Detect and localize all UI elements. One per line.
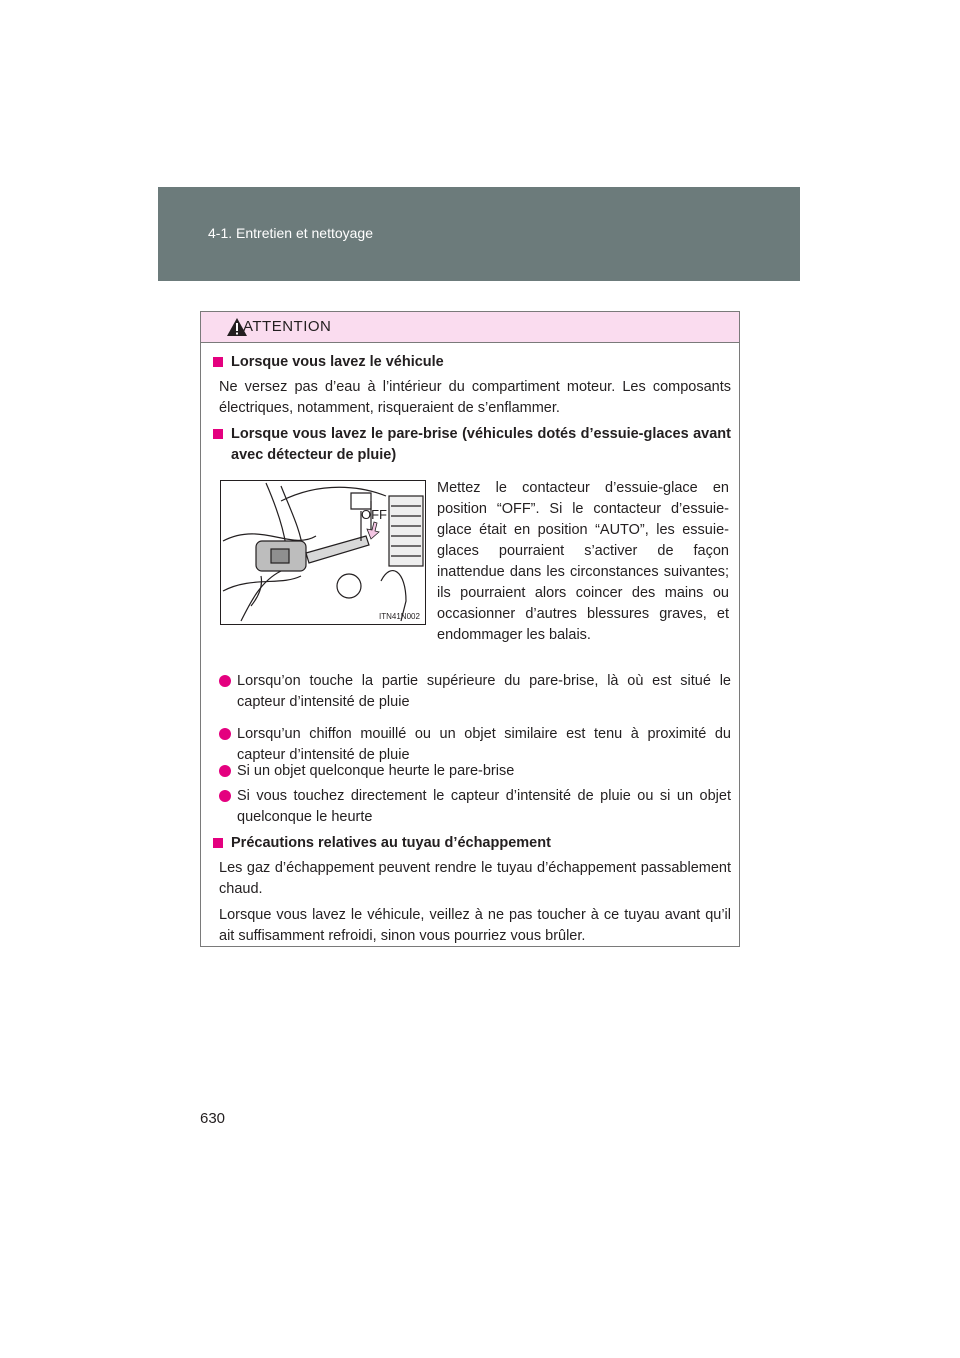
list-item: Lorsqu’un chiffon mouillé ou un objet similaire est tenu à proximité du capteur d’intensité de pluie — [219, 724, 731, 766]
section-text: Ne versez pas d’eau à l’intérieur du compartiment moteur. Les composants électriques, notamment, risqueraient de s’enflammer. — [219, 379, 731, 416]
square-bullet-icon — [213, 429, 223, 439]
section-heading: Lorsque vous lavez le pare-brise (véhicules dotés d’essuie-glaces avant avec détecteur de pluie) — [213, 424, 731, 466]
off-label: OFF — [361, 507, 387, 522]
circle-bullet-icon — [219, 728, 231, 740]
header-band — [158, 187, 800, 281]
section-text: Les gaz d’échappement peuvent rendre le tuyau d’échappement passablement chaud. — [219, 860, 731, 897]
square-bullet-icon — [213, 357, 223, 367]
attention-header — [201, 312, 739, 343]
section-heading: Précautions relatives au tuyau d’échappement — [213, 833, 731, 854]
circle-bullet-icon — [219, 765, 231, 777]
wiper-switch-figure — [220, 480, 426, 625]
circle-bullet-icon — [219, 790, 231, 802]
attention-content — [201, 342, 739, 946]
list-item: Si un objet quelconque heurte le pare-brise — [219, 761, 731, 782]
list-item: Lorsqu’on touche la partie supérieure du pare-brise, là où est situé le capteur d’intensité de pluie — [219, 671, 731, 713]
figure-caption: Mettez le contacteur d’essuie-glace en position “OFF”. Si le contacteur d’essuie-glace était en position “AUTO”, les essuie-glaces pourraient s’activer de façon inattendue dans les circonstances suivantes; ils pourraient alors coincer des mains ou occasionner d’autres blessures graves, et endommager les balais. — [437, 480, 729, 643]
section-text: Lorsque vous lavez le véhicule, veillez à ne pas toucher à ce tuyau avant qu’il ait suffisamment refroidi, sinon vous pourriez vous brûler. — [219, 907, 731, 944]
section-heading: Lorsque vous lavez le véhicule — [213, 352, 731, 373]
list-item: Si vous touchez directement le capteur d’intensité de pluie ou si un objet quelconque le heurte — [219, 786, 731, 828]
figure-code: ITN41N002 — [379, 612, 420, 621]
attention-box — [200, 311, 740, 947]
circle-bullet-icon — [219, 675, 231, 687]
section-title: 4-1. Entretien et nettoyage — [208, 225, 373, 241]
steering-wheel-illustration — [221, 481, 425, 624]
square-bullet-icon — [213, 838, 223, 848]
attention-title: ATTENTION — [243, 318, 332, 335]
page-number: 630 — [200, 1110, 226, 1127]
